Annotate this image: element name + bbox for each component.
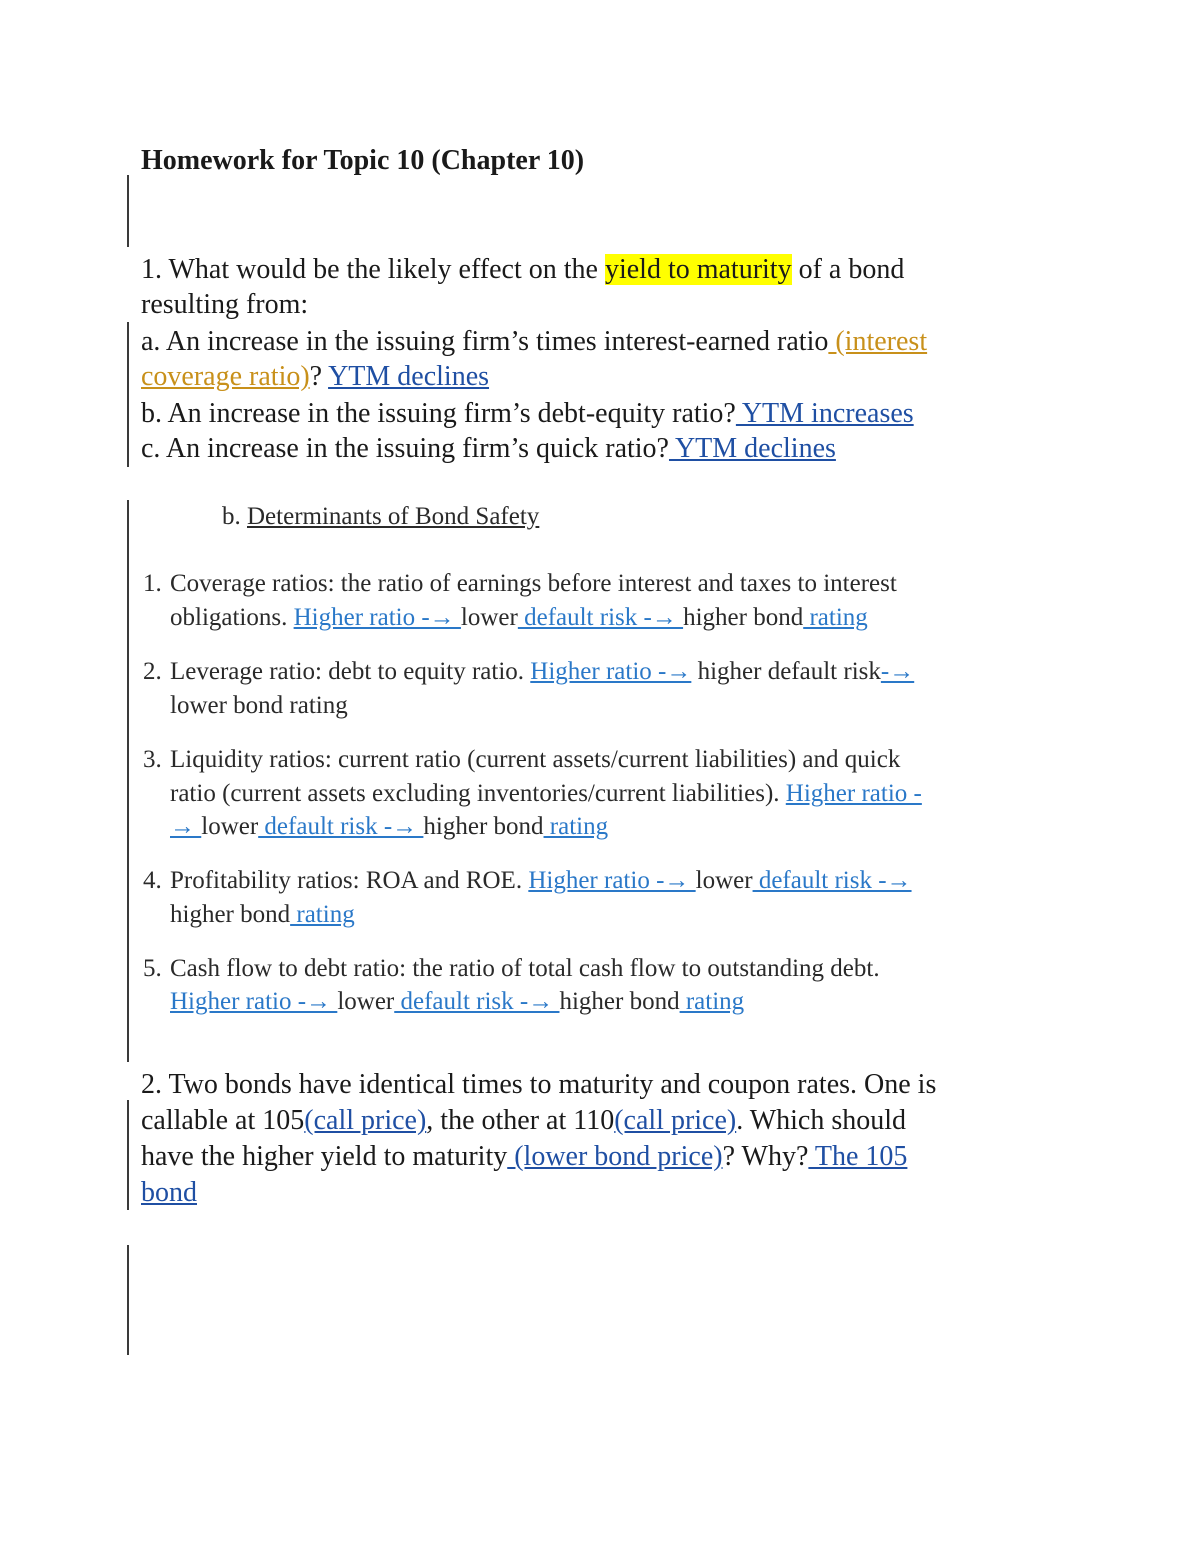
item-4-line2 bbox=[170, 898, 355, 932]
item-text: lower bbox=[201, 813, 259, 840]
item-text: higher bond bbox=[559, 988, 680, 1015]
change-bar bbox=[127, 175, 129, 247]
q1-b-answer: YTM increases bbox=[735, 398, 914, 429]
q1-suffix: of a bond bbox=[791, 254, 905, 285]
item-link: Higher ratio - bbox=[785, 780, 922, 807]
item-3-line3 bbox=[170, 810, 608, 844]
q2-text: have the higher yield to maturity bbox=[141, 1141, 508, 1172]
item-text: lower bbox=[695, 867, 753, 894]
item-2-line2: lower bond rating bbox=[170, 692, 348, 719]
item-link: default risk -→ bbox=[517, 604, 684, 631]
item-link: rating bbox=[290, 901, 355, 928]
item-number: 3. bbox=[143, 746, 162, 773]
item-number: 5. bbox=[143, 955, 162, 982]
item-3-line1: Liquidity ratios: current ratio (current assets/current liabilities) and quick bbox=[170, 746, 901, 773]
q2-text: . Which should bbox=[736, 1105, 907, 1136]
q2-note: (call price) bbox=[304, 1105, 427, 1136]
item-number: 1. bbox=[143, 570, 162, 597]
q1-a-q: ? bbox=[309, 361, 329, 392]
item-link: Higher ratio -→ bbox=[293, 604, 461, 631]
item-text: higher bond bbox=[170, 901, 291, 928]
item-text: Profitability ratios: ROA and ROE. bbox=[170, 867, 529, 894]
q2-line3 bbox=[141, 1139, 907, 1175]
q1-b-line bbox=[141, 396, 914, 432]
item-link: Higher ratio -→ bbox=[528, 867, 696, 894]
item-text: obligations. bbox=[170, 604, 294, 631]
item-number: 2. bbox=[143, 658, 162, 685]
item-text: higher bond bbox=[423, 813, 544, 840]
q2-line4 bbox=[141, 1175, 197, 1211]
page-title: Homework for Topic 10 (Chapter 10) bbox=[141, 145, 585, 176]
q2-note: (lower bond price) bbox=[507, 1141, 723, 1172]
item-4-line1 bbox=[170, 864, 912, 898]
q2-line1: 2. Two bonds have identical times to maturity and coupon rates. One is bbox=[141, 1069, 937, 1100]
q1-a-note2: coverage ratio) bbox=[141, 361, 310, 392]
item-link: Higher ratio -→ bbox=[530, 658, 692, 685]
q1-b-text: b. An increase in the issuing firm’s debt-equity ratio? bbox=[141, 398, 736, 429]
item-link: default risk -→ bbox=[258, 813, 424, 840]
q1-a-text: a. An increase in the issuing firm’s times interest-earned ratio bbox=[141, 326, 829, 357]
item-link: -→ bbox=[880, 658, 915, 685]
q2-text: , the other at 110 bbox=[426, 1105, 615, 1136]
item-text: higher default risk bbox=[691, 658, 881, 685]
section-title: Determinants of Bond Safety bbox=[247, 503, 540, 530]
q2-text: ? Why? bbox=[722, 1141, 809, 1172]
q2-text: callable at 105 bbox=[141, 1105, 305, 1136]
q1-line1 bbox=[141, 252, 904, 288]
q1-c-line bbox=[141, 431, 836, 467]
item-link: default risk -→ bbox=[394, 988, 560, 1015]
item-text: Leverage ratio: debt to equity ratio. bbox=[170, 658, 531, 685]
change-bar bbox=[127, 500, 129, 1062]
item-link: default risk -→ bbox=[752, 867, 912, 894]
item-5-line2 bbox=[170, 985, 744, 1019]
item-1-line1: Coverage ratios: the ratio of earnings before interest and taxes to interest bbox=[170, 570, 897, 597]
change-bar bbox=[127, 1100, 129, 1210]
item-link: rating bbox=[679, 988, 745, 1015]
q1-prefix: 1. What would be the likely effect on the bbox=[141, 254, 605, 285]
q1-a-line bbox=[141, 324, 927, 360]
q1-line2: resulting from: bbox=[141, 289, 309, 320]
item-text: lower bbox=[460, 604, 518, 631]
highlight-yield: yield to maturity bbox=[604, 254, 792, 285]
item-link: → bbox=[170, 813, 202, 840]
item-link: rating bbox=[543, 813, 609, 840]
item-3-line2 bbox=[170, 777, 922, 811]
item-number: 4. bbox=[143, 867, 162, 894]
item-text: higher bond bbox=[683, 604, 804, 631]
q2-note: (call price) bbox=[614, 1105, 737, 1136]
q2-answer: The 105 bbox=[808, 1141, 908, 1172]
item-link: rating bbox=[803, 604, 868, 631]
item-2-line1 bbox=[170, 655, 914, 689]
q1-c-answer: YTM declines bbox=[668, 433, 836, 464]
q1-a-note: (interest bbox=[828, 326, 928, 357]
q1-a-answer: YTM declines bbox=[328, 361, 490, 392]
q2-answer: bond bbox=[141, 1177, 197, 1208]
q1-a-line2 bbox=[141, 359, 489, 395]
section-heading bbox=[222, 500, 539, 534]
item-text: ratio (current assets excluding inventories/current liabilities). bbox=[170, 780, 786, 807]
change-bar bbox=[127, 1245, 129, 1355]
section-prefix: b. bbox=[222, 503, 247, 530]
item-1-line2 bbox=[170, 601, 868, 635]
item-link: Higher ratio -→ bbox=[170, 988, 338, 1015]
q1-c-text: c. An increase in the issuing firm’s quick ratio? bbox=[141, 433, 669, 464]
q2-line2 bbox=[141, 1103, 906, 1139]
change-bar bbox=[127, 322, 129, 467]
item-5-line1: Cash flow to debt ratio: the ratio of total cash flow to outstanding debt. bbox=[170, 955, 880, 982]
item-text: lower bbox=[337, 988, 395, 1015]
